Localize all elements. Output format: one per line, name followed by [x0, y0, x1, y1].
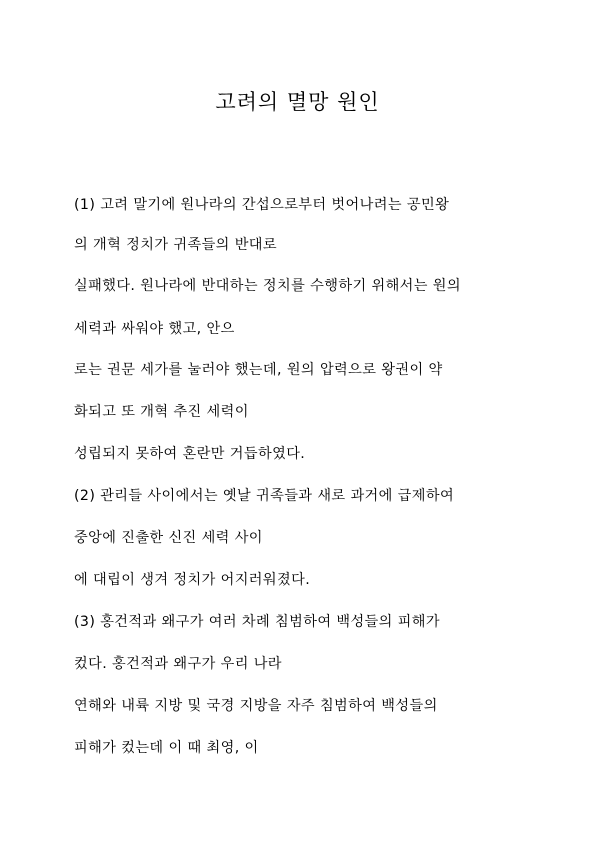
text-line-10: 에 대립이 생겨 정치가 어지러워졌다. — [74, 572, 311, 588]
document-title: 고려의 멸망 원인 — [215, 90, 380, 114]
text-line-12: 컸다. 홍건적과 왜구가 우리 나라 — [74, 656, 282, 672]
text-line-2: 의 개혁 정치가 귀족들의 반대로 — [74, 237, 278, 253]
text-line-6: 화되고 또 개혁 추진 세력이 — [74, 404, 249, 420]
text-line-9: 중앙에 진출한 신진 세력 사이 — [74, 530, 263, 546]
text-line-8: (2) 관리들 사이에서는 옛날 귀족들과 새로 과거에 급제하여 — [74, 488, 455, 504]
text-line-3: 실패했다. 원나라에 반대하는 정치를 수행하기 위해서는 원의 — [74, 278, 461, 294]
text-line-1: (1) 고려 말기에 원나라의 간섭으로부터 벗어나려는 공민왕 — [74, 197, 450, 213]
text-line-14: 피해가 컸는데 이 때 최영, 이 — [74, 740, 259, 756]
text-line-11: (3) 홍건적과 왜구가 여러 차례 침범하여 백성들의 피해가 — [74, 614, 440, 630]
text-line-7: 성립되지 못하여 혼란만 거듭하였다. — [74, 446, 306, 462]
text-line-13: 연해와 내륙 지방 및 국경 지방을 자주 침범하여 백성들의 — [74, 698, 438, 714]
text-line-5: 로는 권문 세가를 눌러야 했는데, 원의 압력으로 왕권이 약 — [74, 362, 443, 378]
text-line-4: 세력과 싸워야 했고, 안으 — [74, 321, 235, 337]
